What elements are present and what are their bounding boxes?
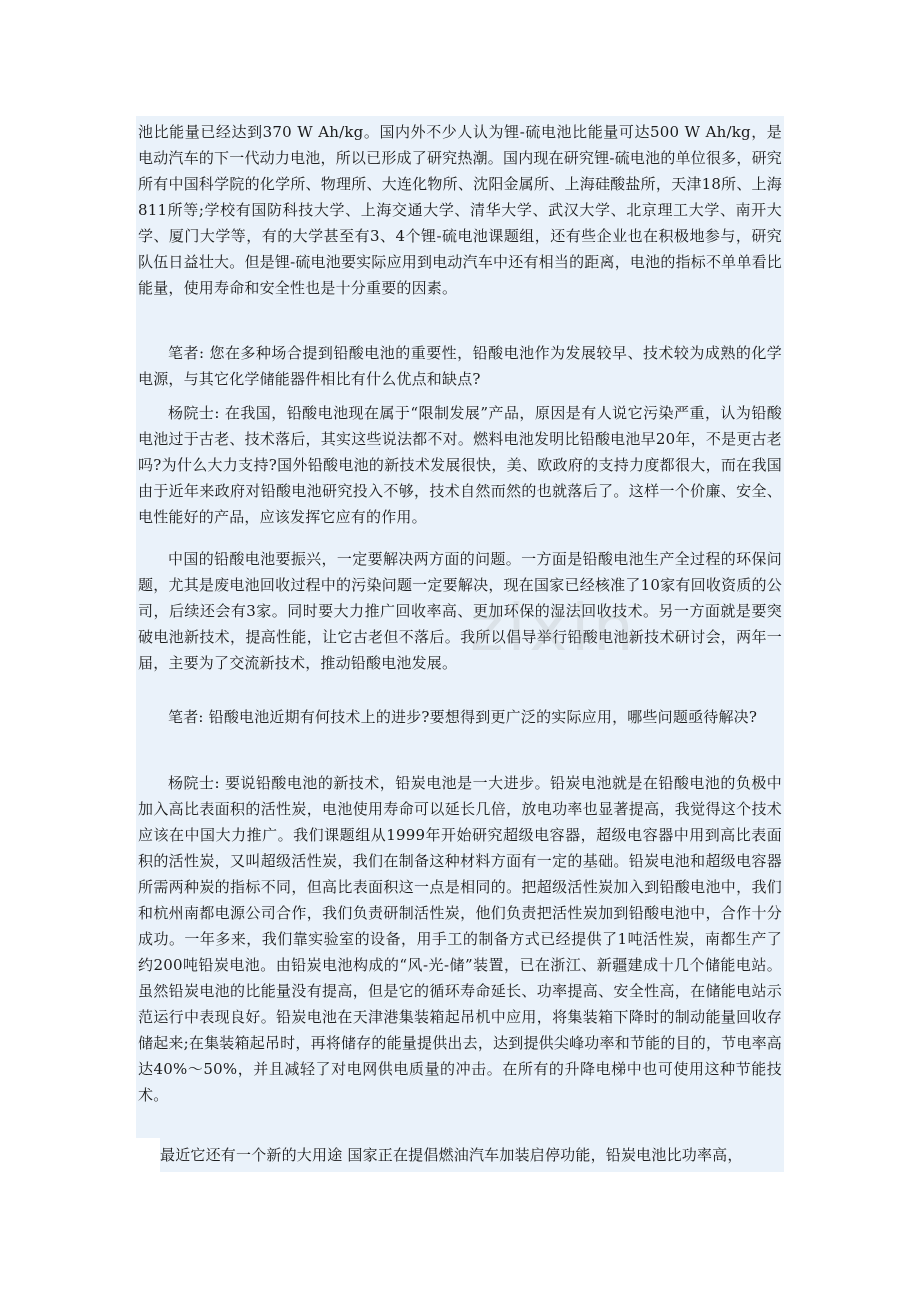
paragraph-answer-1: 杨院士: 在我国，铅酸电池现在属于“限制发展”产品，原因是有人说它污染严重，认为铅酸电池过于古老、技术落后，其实这些说法都不对。燃料电池发明比铅酸电池早20年，不是更古老吗?为什么大力支持?国外铅酸电池的新技术发展很快，美、欧政府的支持力度都很大，而在我国由于近年来政府对铅酸电池研究投入不够，技术自然而然的也就落后了。这样一个价廉、安全、电性能好的产品，应该发挥它应有的作用。	[138, 404, 782, 526]
paragraph-block	[136, 400, 784, 546]
watermark: zixin	[470, 592, 638, 666]
paragraph-lithium-sulfur: 池比能量已经达到370 W Ah/kg。国内外不少人认为锂-硫电池比能量可达500 W Ah/kg，是电动汽车的下一代动力电池，所以已形成了研究热潮。国内现在研究锂-硫电池的单位很多，研究所有中国科学院的化学所、物理所、大连化物所、沈阳金属所、上海硅酸盐所，天津18所、上海811所等;学校有国防科技大学、上海交通大学、清华大学、武汉大学、北京理工大学、南开大学、厦门大学等，有的大学甚至有3、4个锂-硫电池课题组，还有些企业也在积极地参与，研究队伍日益壮大。但是锂-硫电池要实际应用到电动汽车中还有相当的距离，电池的指标不单单看比能量，使用寿命和安全性也是十分重要的因素。	[138, 123, 782, 297]
paragraph-question-1: 笔者: 您在多种场合提到铅酸电池的重要性，铅酸电池作为发展较早、技术较为成熟的化学电源，与其它化学储能器件相比有什么优点和缺点?	[138, 344, 782, 388]
paragraph-block	[160, 1138, 784, 1172]
paragraph-answer-2: 中国的铅酸电池要振兴，一定要解决两方面的问题。一方面是铅酸电池生产全过程的环保问题，尤其是废电池回收过程中的污染问题一定要解决，现在国家已经核准了10家有回收资质的公司，后续还会有3家。同时要大力推广回收率高、更加环保的湿法回收技术。另一方面就是要突破电池新技术，提高性能，让它古老但不落后。我所以倡导举行铅酸电池新技术研讨会，两年一届，主要为了交流新技术，推动铅酸电池发展。	[138, 550, 782, 672]
paragraph-new-use: 最近它还有一个新的大用途 国家正在提倡燃油汽车加装启停功能，铅炭电池比功率高，	[160, 1146, 743, 1164]
paragraph-answer-3: 杨院士: 要说铅酸电池的新技术，铅炭电池是一大进步。铅炭电池就是在铅酸电池的负极中加入高比表面积的活性炭，电池使用寿命可以延长几倍，放电功率也显著提高，我觉得这个技术应该在中国大力推广。我们课题组从1999年开始研究超级电容器，超级电容器中用到高比表面积的活性炭，又叫超级活性炭，我们在制备这种材料方面有一定的基础。铅炭电池和超级电容器所需两种炭的指标不同，但高比表面积这一点是相同的。把超级活性炭加入到铅酸电池中，我们和杭州南都电源公司合作，我们负责研制活性炭，他们负责把活性炭加到铅酸电池中，合作十分成功。一年多来，我们靠实验室的设备，用手工的制备方式已经提供了1吨活性炭，南都生产了约200吨铅炭电池。由铅炭电池构成的“风-光-储”装置，已在浙江、新疆建成十几个储能电站。虽然铅炭电池的比能量没有提高，但是它的循环寿命延长、功率提高、安全性高，在储能电站示范运行中表现良好。铅炭电池在天津港集装箱起吊机中应用，将集装箱下降时的制动能量回收存储起来;在集装箱起吊时，再将储存的能量提供出去，达到提供尖峰功率和节能的目的，节电率高达40%～50%，并且减轻了对电网供电质量的冲击。在所有的升降电梯中也可使用这种节能技术。	[138, 774, 782, 1104]
paragraph-block	[136, 330, 784, 400]
paragraph-block	[136, 692, 784, 762]
paragraph-question-2: 笔者: 铅酸电池近期有何技术上的进步?要想得到更广泛的实际应用，哪些问题亟待解决?	[168, 708, 758, 726]
paragraph-block	[136, 116, 784, 330]
paragraph-block	[136, 762, 784, 1138]
paragraph-block	[136, 546, 784, 692]
